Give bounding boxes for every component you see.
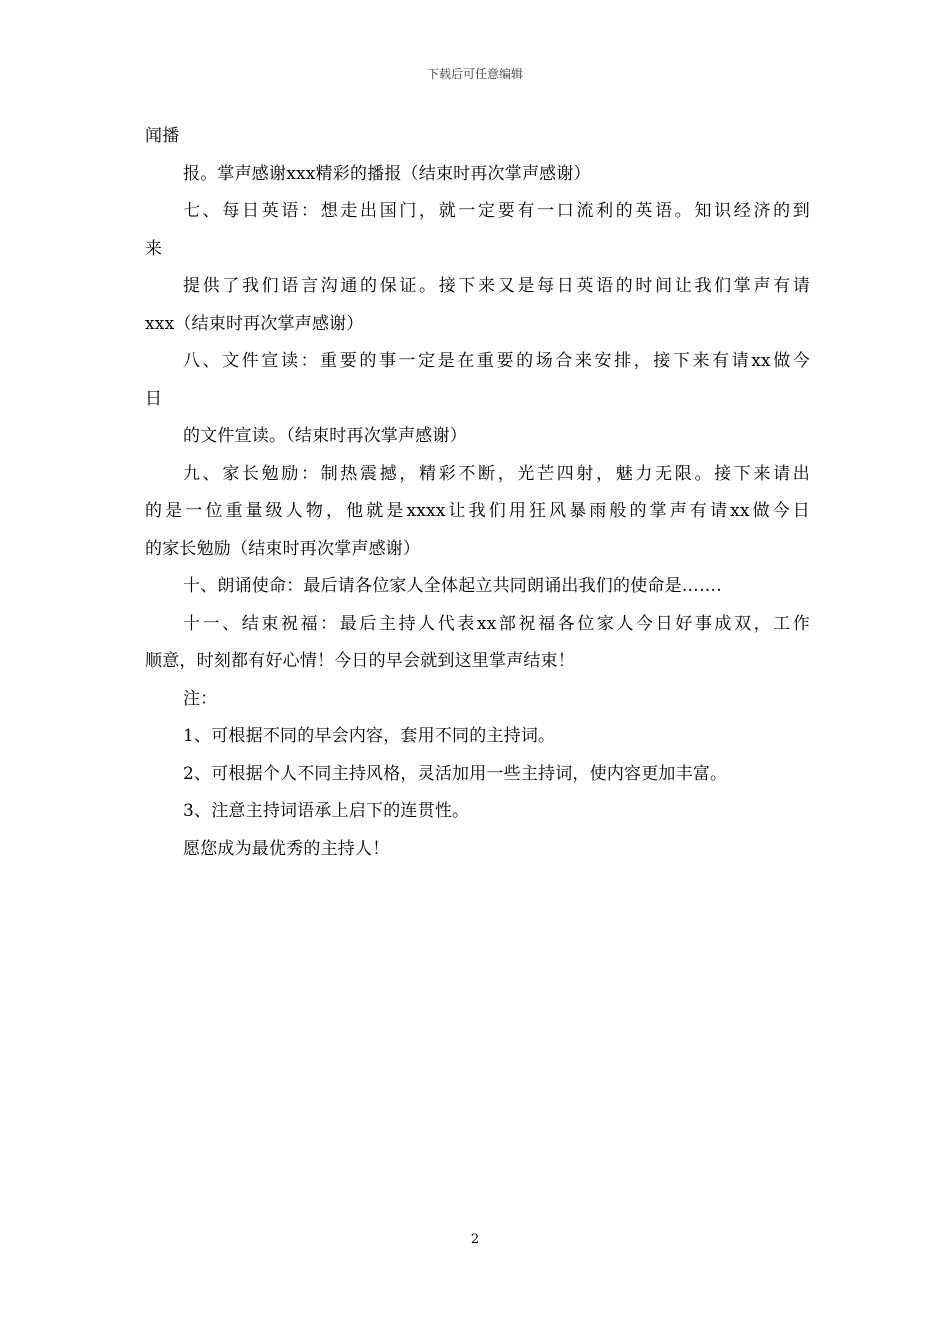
text-line: 提供了我们语言沟通的保证。接下来又是每日英语的时间让我们掌声有请 (183, 276, 810, 296)
text-line: 3、注意主持词语承上启下的连贯性。 (183, 801, 470, 821)
text-line: 注： (183, 688, 218, 709)
text-line: 闻播 (145, 126, 180, 146)
text-line: 1、可根据不同的早会内容，套用不同的主持词。 (183, 726, 556, 746)
page-header: 下载后可任意编辑 (426, 67, 523, 81)
text-line: 的家长勉励（结束时再次掌声感谢） (145, 538, 421, 559)
text-line: 顺意，时刻都有好心情！今日的早会就到这里掌声结束！ (145, 651, 575, 671)
text-line: 的文件宣读。（结束时再次掌声感谢） (183, 426, 467, 446)
text-line: 七、每日英语：想走出国门，就一定要有一口流利的英语。知识经济的到 (183, 201, 810, 221)
text-line: 日 (145, 388, 163, 409)
page-number: 2 (470, 1232, 480, 1247)
text-line: 愿您成为最优秀的主持人！ (183, 838, 390, 859)
text-line: 八、文件宣读：重要的事一定是在重要的场合来安排，接下来有请xx做今 (183, 351, 810, 371)
text-line: 报。掌声感谢xxx精彩的播报（结束时再次掌声感谢） (183, 163, 591, 184)
text-line: 十一、结束祝福：最后主持人代表xx部祝福各位家人今日好事成双，工作 (183, 613, 810, 634)
text-line: 2、可根据个人不同主持风格，灵活加用一些主持词，使内容更加丰富。 (183, 763, 728, 784)
text-line: 的是一位重量级人物，他就是xxxx让我们用狂风暴雨般的掌声有请xx做今日 (145, 501, 810, 521)
text-line: 来 (145, 238, 163, 259)
text-line: 十、朗诵使命：最后请各位家人全体起立共同朗诵出我们的使命是……. (183, 576, 722, 596)
document-body (145, 118, 810, 868)
text-line: 九、家长勉励：制热震撼，精彩不断，光芒四射，魅力无限。接下来请出 (183, 463, 810, 484)
text-line: xxx（结束时再次掌声感谢） (145, 313, 364, 334)
